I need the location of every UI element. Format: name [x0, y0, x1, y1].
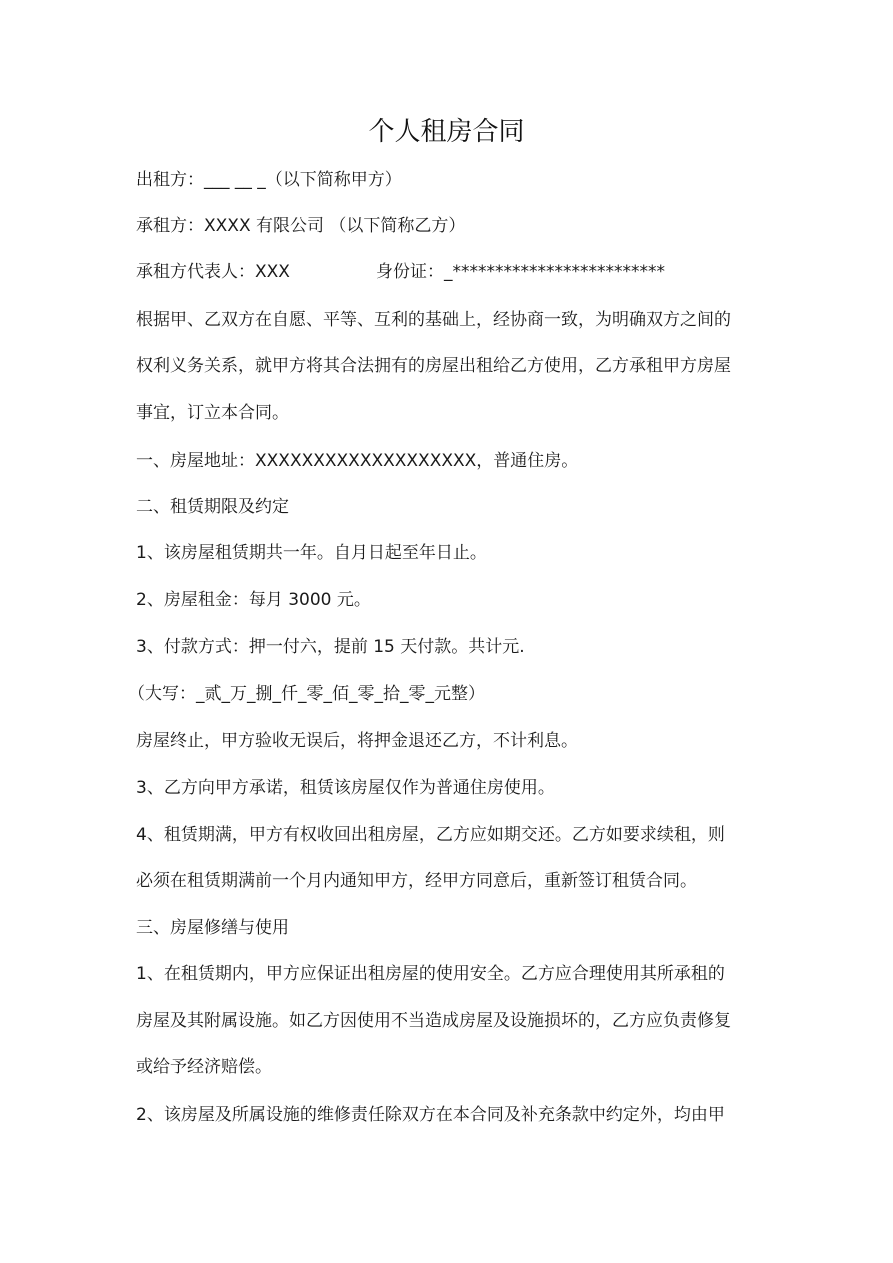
- preamble-line-3: 事宜，订立本合同。: [136, 403, 289, 423]
- section2-heading: 二、租赁期限及约定: [136, 497, 289, 517]
- representative-name: 承租方代表人：XXX: [136, 262, 290, 282]
- representative-line: [136, 259, 776, 285]
- section2-item4-line-2: 必须在租赁期满前一个月内通知甲方，经甲方同意后，重新签订租赁合同。: [136, 871, 697, 891]
- representative-id: 身份证：_*************************: [376, 262, 665, 282]
- section3-item1-line-1: 1、在租赁期内，甲方应保证出租房屋的使用安全。乙方应合理使用其所承租的: [136, 964, 725, 984]
- section2-item3: 3、付款方式：押一付六，提前 15 天付款。共计元.: [136, 637, 525, 657]
- contract-title: 个人租房合同: [368, 117, 525, 147]
- section2-item1: 1、该房屋租赁期共一年。自月日起至年日止。: [136, 543, 487, 563]
- section2-item2: 2、房屋租金：每月 3000 元。: [136, 590, 371, 610]
- amount-in-words: （大写：_贰_万_捌_仟_零_佰_零_拾_零_元整）: [128, 684, 485, 704]
- section3-item2: 2、该房屋及所属设施的维修责任除双方在本合同及补充条款中约定外，均由甲: [136, 1105, 725, 1125]
- deposit-clause: 房屋终止，甲方验收无误后，将押金退还乙方，不计利息。: [136, 731, 578, 751]
- section3-item1-line-3: 或给予经济赔偿。: [136, 1057, 272, 1077]
- section3-item1-line-2: 房屋及其附属设施。如乙方因使用不当造成房屋及设施损坏的，乙方应负责修复: [136, 1011, 731, 1031]
- lessor-line: 出租方：___ __ _（以下简称甲方）: [136, 170, 402, 190]
- preamble-line-2: 权利义务关系，就甲方将其合法拥有的房屋出租给乙方使用，乙方承租甲方房屋: [136, 356, 731, 376]
- section2-item4-line-1: 4、租赁期满，甲方有权收回出租房屋，乙方应如期交还。乙方如要求续租，则: [136, 825, 725, 845]
- section1-address: 一、房屋地址：XXXXXXXXXXXXXXXXXXX，普通住房。: [136, 451, 579, 471]
- preamble-line-1: 根据甲、乙双方在自愿、平等、互利的基础上，经协商一致，为明确双方之间的: [136, 310, 731, 330]
- section3-heading: 三、房屋修缮与使用: [136, 918, 289, 938]
- section2-item3b: 3、乙方向甲方承诺，租赁该房屋仅作为普通住房使用。: [136, 778, 555, 798]
- lessee-line: 承租方：XXXX 有限公司 （以下简称乙方）: [136, 216, 466, 236]
